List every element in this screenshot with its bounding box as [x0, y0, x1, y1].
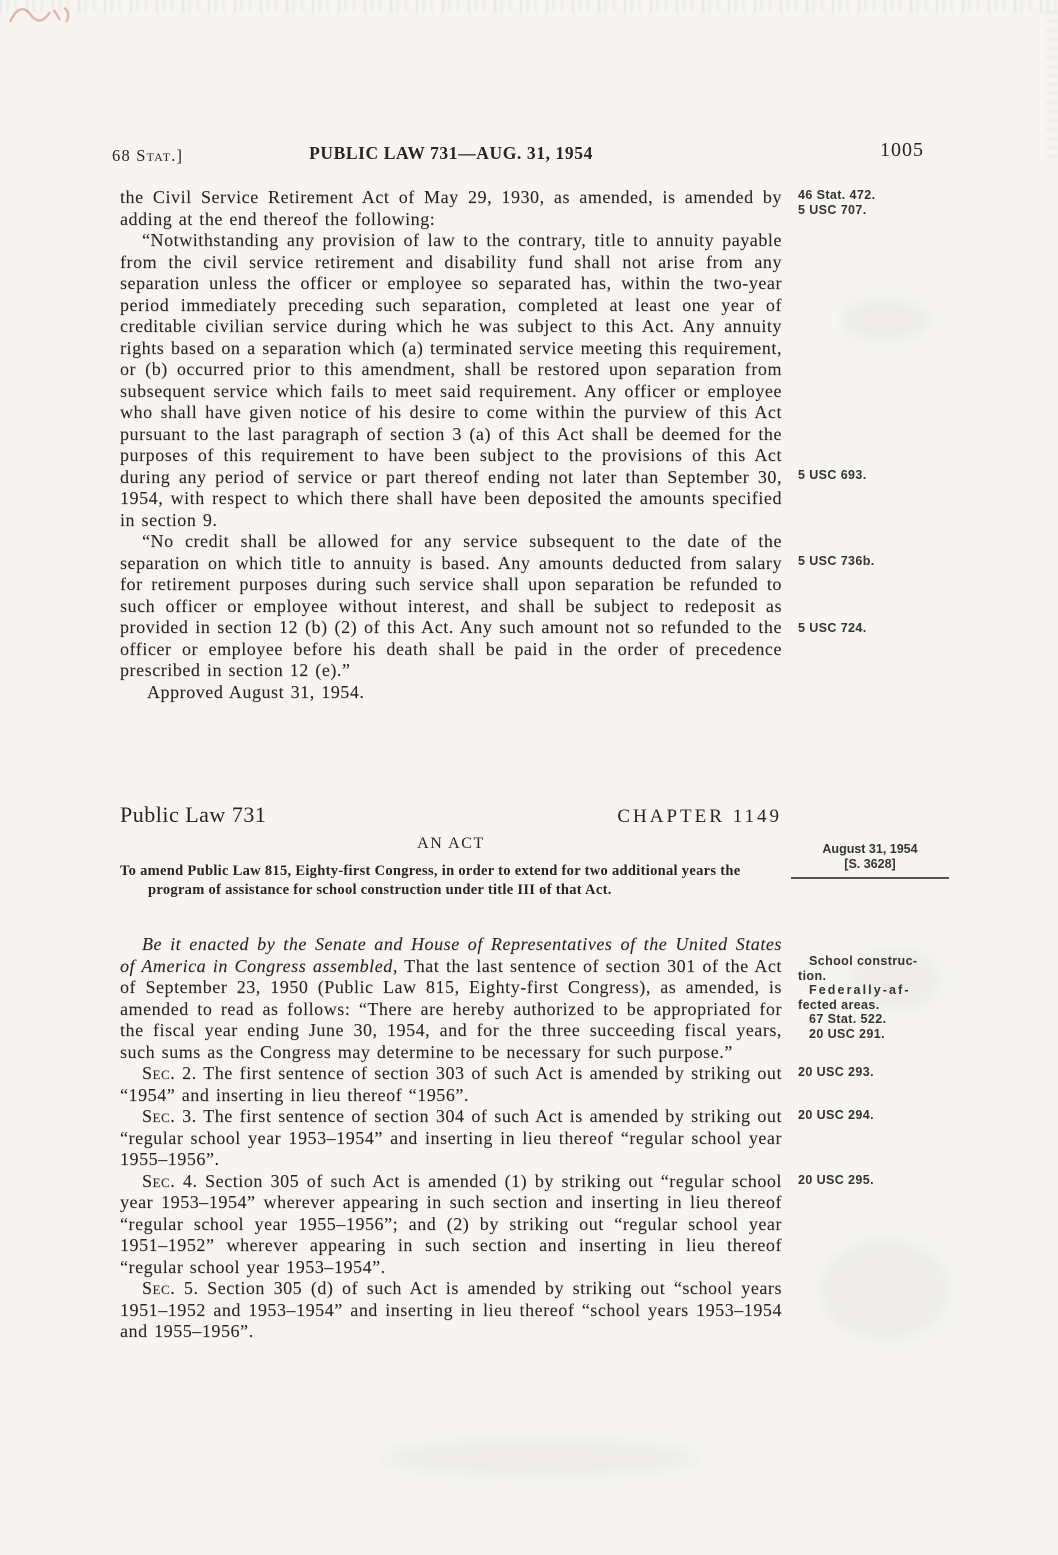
section-2-label: Sec. 2.: [142, 1063, 197, 1083]
section-4-text: Section 305 of such Act is amended (1) by striking out “regular school year 1953–1954” wherever appearing in such section and inserting in lieu thereof “regular school year 1955–1956”; and (2) by striking out “regular school year 1951–1952” wherever appearing in such section and inserting in lieu thereof “regular school year 1953–1954”.: [120, 1170, 782, 1277]
margin-note-line: 5 USC 707.: [798, 202, 867, 217]
paragraph-intro: [120, 187, 876, 230]
approved-line: Approved August 31, 1954.: [147, 681, 365, 702]
act-long-title: To amend Public Law 815, Eighty-first Congress, in order to extend for two additional years the program of assistance for school construction under title III of that Act.: [120, 863, 741, 898]
enacting-clause-italic: Be it enacted by the Senate and House of Representatives of the United States of America in Congress assembled,: [120, 934, 782, 976]
running-head-title: PUBLIC LAW 731—AUG. 31, 1954: [309, 143, 593, 163]
section-5-text: Section 305 (d) of such Act is amended by striking out “school years 1951–1952 and 1953–1954” and inserting in lieu thereof “school years 1953–1954 and 1955–1956”.: [120, 1278, 782, 1341]
section-5-paragraph: [120, 1278, 782, 1343]
margin-note-line: 20 USC 291.: [809, 1026, 885, 1041]
section-2-paragraph: [120, 1063, 874, 1106]
margin-note-line: 67 Stat. 522.: [809, 1012, 887, 1026]
margin-note-line: tion.: [798, 968, 827, 983]
margin-note-line: Federally-af-: [809, 983, 911, 997]
section-5-label: Sec. 5.: [142, 1278, 199, 1298]
section-1-text: That the last sentence of section 301 of the Act of September 23, 1950 (Public Law 815, Eighty-first Congress), as amended, is amended to read as follows: “There are hereby authorized to be appropriated for the fiscal year ending June 30, 1954, and for the three succeeding fiscal years, such sums as the Congress may determine to be necessary for such purpose.”: [120, 955, 782, 1062]
paragraph-intro-text: the Civil Service Retirement Act of May 29, 1930, as amended, is amended by adding at the end thereof the following:: [120, 187, 782, 229]
margin-note-20-usc-293: 20 USC 293.: [798, 1065, 874, 1079]
page-number: 1005: [880, 139, 924, 161]
section-3-text: The first sentence of section 304 of such Act is amended by striking out “regular school year 1953–1954” and inserting in lieu thereof “regular school year 1955–1956”.: [120, 1106, 783, 1169]
margin-rule: [791, 877, 949, 879]
statute-text-column-part2: [120, 934, 918, 1343]
enacting-clause-paragraph: [120, 934, 918, 1063]
margin-note-20-usc-294: 20 USC 294.: [798, 1108, 874, 1122]
paragraph-quoted-2-text: “No credit shall be allowed for any service subsequent to the date of the separation on which title to annuity is based. Any amounts deducted from salary for retirement purposes during such service shall upon separation be refunded to such officer or employee without interest, and shall be subject to redeposit as provided in section 12 (b) (2) of this Act. Any such amount not so refunded to the officer or employee before his death shall be paid in the order of precedence prescribed in section 12 (e).”: [120, 531, 782, 680]
bleedthrough-smudge: [840, 300, 930, 340]
margin-note-school-construction: [798, 954, 966, 1041]
bleedthrough-smudge: [380, 1440, 700, 1476]
margin-date: August 31, 1954: [822, 842, 918, 856]
margin-note-5-usc-736b: 5 USC 736b.: [798, 554, 875, 568]
paragraph-quoted-1: [120, 230, 875, 568]
chapter-number: CHAPTER 1149: [617, 806, 782, 827]
margin-note-46-stat-472: [798, 188, 966, 217]
red-pen-mark-icon: [6, 2, 76, 32]
an-act-label: AN ACT: [417, 835, 485, 852]
public-law-number: Public Law 731: [120, 802, 267, 827]
scan-noise-right: [1046, 8, 1058, 158]
margin-note-date: [791, 842, 949, 879]
scan-noise-top: [0, 0, 1058, 13]
margin-note-line: 46 Stat. 472.: [798, 188, 876, 202]
section-2-text: The first sentence of section 303 of such Act is amended by striking out “1954” and inserting in lieu thereof “1956”.: [120, 1063, 783, 1105]
bleedthrough-smudge: [820, 1240, 950, 1340]
section-4-paragraph: [120, 1170, 874, 1279]
margin-note-5-usc-693: 5 USC 693.: [798, 468, 867, 482]
section-3-label: Sec. 3.: [142, 1106, 197, 1126]
margin-bill-number: [S. 3628]: [844, 857, 896, 871]
section-4-label: Sec. 4.: [142, 1170, 198, 1191]
margin-note-20-usc-295: 20 USC 295.: [798, 1172, 874, 1187]
statute-text-column-part1: [120, 187, 876, 703]
margin-note-5-usc-724: 5 USC 724.: [798, 621, 867, 635]
paragraph-quoted-1-text: “Notwithstanding any provision of law to the contrary, title to annuity payable from the civil service retirement and disability fund shall not arise from any separation unless the officer or employee so separated has, within the two-year period immediately preceding such separation, completed at least one year of creditable civilian service during which he was subject to this Act. Any annuity rights based on a separation which (a) terminated service meeting this requirement, or (b) occurred prior to this amendment, shall be restored upon separation from subsequent service which fails to meet said requirement. Any officer or employee who shall have given notice of his desire to come within the purview of this Act pursuant to the last paragraph of section 3 (a) of this Act shall be deemed for the purposes of this requirement to have been subject to the provisions of this Act during any period of service or part thereof ending not later than September 30, 1954, with respect to which there shall have been deposited the amounts specified in section 9.: [120, 230, 782, 530]
margin-note-line: fected areas.: [798, 997, 880, 1012]
public-law-heading-row: [120, 802, 782, 828]
section-3-paragraph: [120, 1106, 874, 1171]
margin-note-line: School construc-: [809, 954, 918, 968]
running-head-stat-citation: 68 Stat.]: [112, 146, 184, 165]
